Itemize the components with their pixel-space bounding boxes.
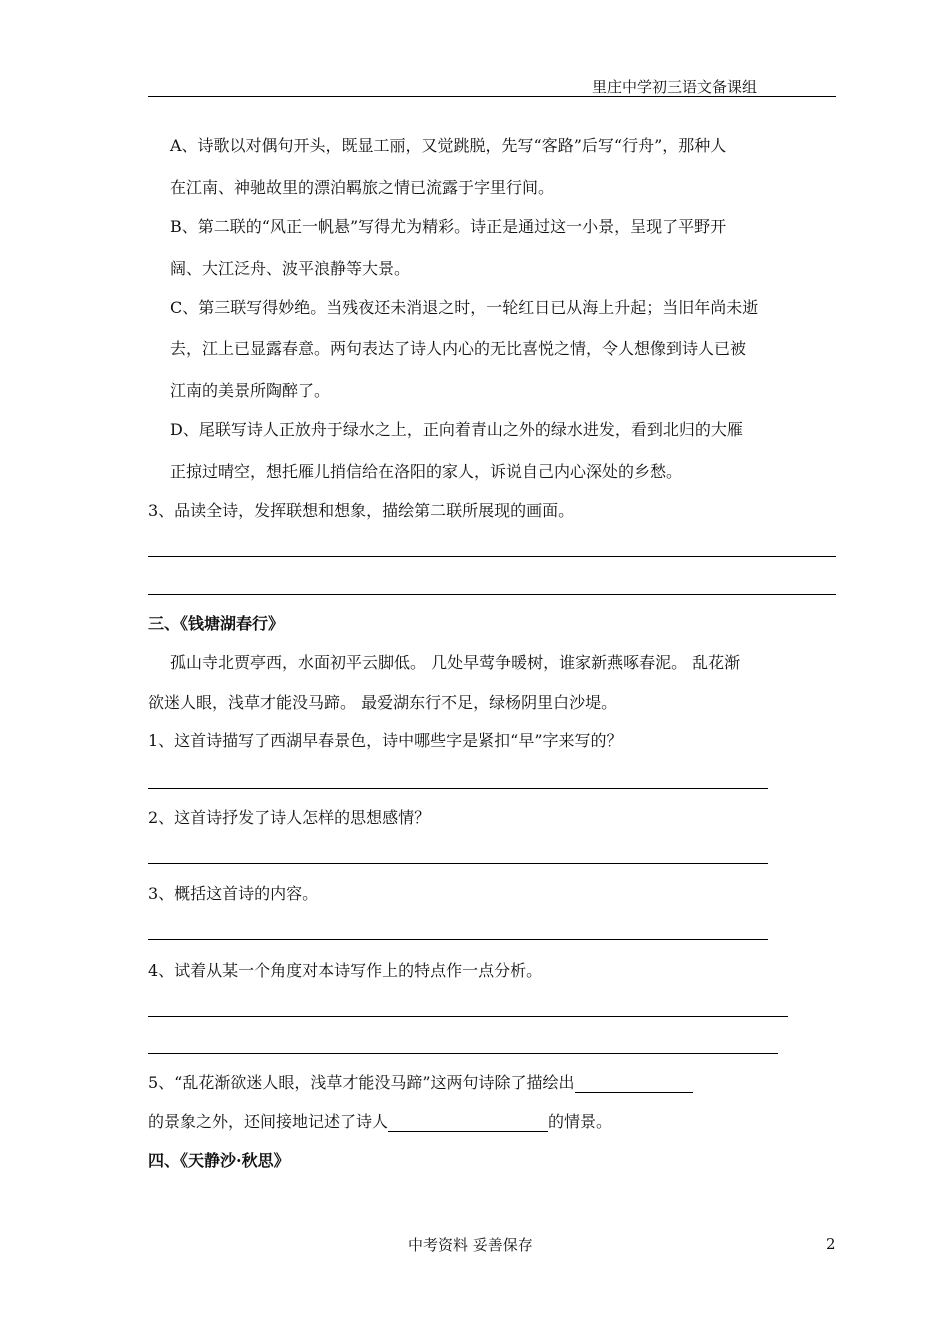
fill-blank[interactable] <box>575 1074 693 1093</box>
option-b-line-1: B、第二联的“风正一帆悬”写得尤为精彩。诗正是通过这一小景，呈现了平野开 <box>170 217 727 236</box>
section-3-heading: 三、《钱塘湖春行》 <box>148 614 285 633</box>
option-c-line-2: 去，江上已显露春意。两句表达了诗人内心的无比喜悦之情，令人想像到诗人已被 <box>170 339 747 358</box>
section-3-question-2: 2、这首诗抒发了诗人怎样的思想感情？ <box>148 808 431 827</box>
poem-line-2: 欲迷人眼，浅草才能没马蹄。 最爱湖东行不足，绿杨阴里白沙堤。 <box>148 693 618 712</box>
answer-line[interactable] <box>148 939 768 940</box>
section-4-heading: 四、《天静沙·秋思》 <box>148 1151 290 1170</box>
option-d-line-2: 正掠过晴空，想托雁儿捎信给在洛阳的家人，诉说自己内心深处的乡愁。 <box>170 462 683 481</box>
section-3-question-5-line-1 <box>148 1073 693 1093</box>
option-d-line-1: D、尾联写诗人正放舟于绿水之上，正向着青山之外的绿水进发，看到北归的大雁 <box>170 420 743 439</box>
section-3-question-5-line-2 <box>148 1112 612 1132</box>
answer-line[interactable] <box>148 788 768 789</box>
option-c-line-1: C、第三联写得妙绝。当残夜还未消退之时，一轮红日已从海上升起；当旧年尚未逝 <box>170 298 759 317</box>
question-5-text-b: 的景象之外，还间接地记述了诗人 <box>148 1112 389 1131</box>
option-a-line-1: A、诗歌以对偶句开头，既显工丽，又觉跳脱，先写“客路”后写“行舟”，那种人 <box>170 136 727 155</box>
option-c-line-3: 江南的美景所陶醉了。 <box>170 381 331 400</box>
section-3-question-3: 3、概括这首诗的内容。 <box>148 884 319 903</box>
page-number: 2 <box>826 1235 836 1253</box>
question-5-text-c: 的情景。 <box>548 1112 613 1131</box>
option-b-line-2: 阔、大江泛舟、波平浪静等大景。 <box>170 259 411 278</box>
header-rule <box>148 96 836 97</box>
question-3: 3、品读全诗，发挥联想和想象，描绘第二联所展现的画面。 <box>148 501 575 520</box>
option-a-line-2: 在江南、神驰故里的漂泊羁旅之情已流露于字里行间。 <box>170 178 555 197</box>
answer-line[interactable] <box>148 1053 778 1054</box>
poem-line-1: 孤山寺北贾亭西，水面初平云脚低。 几处早莺争暖树，谁家新燕啄春泥。 乱花渐 <box>170 653 741 672</box>
answer-line[interactable] <box>148 1016 788 1017</box>
header-school: 里庄中学初三语文备课组 <box>592 78 758 96</box>
answer-line[interactable] <box>148 863 768 864</box>
fill-blank[interactable] <box>388 1113 548 1132</box>
answer-line[interactable] <box>148 556 836 557</box>
answer-line[interactable] <box>148 594 836 595</box>
section-3-question-4: 4、试着从某一个角度对本诗写作上的特点作一点分析。 <box>148 961 543 980</box>
question-5-text-a: 5、“乱花渐欲迷人眼，浅草才能没马蹄”这两句诗除了描绘出 <box>148 1073 575 1092</box>
footer-note: 中考资料 妥善保存 <box>408 1236 533 1254</box>
section-3-question-1: 1、这首诗描写了西湖早春景色，诗中哪些字是紧扣“早”字来写的？ <box>148 731 623 750</box>
